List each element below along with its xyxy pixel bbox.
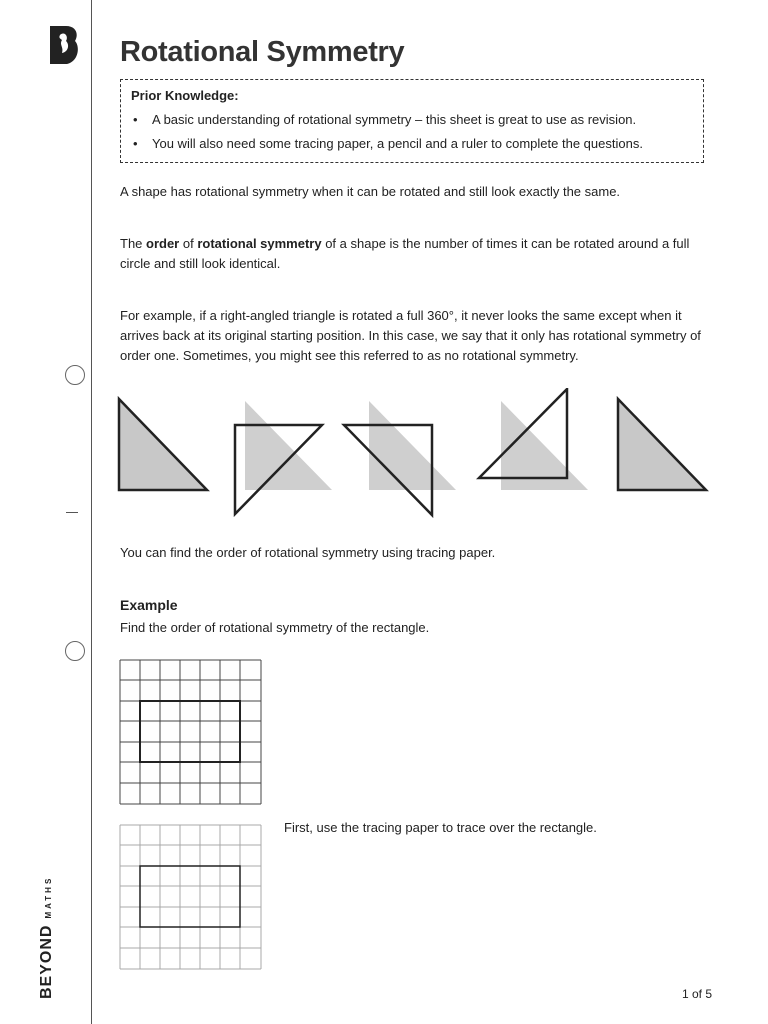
page-title: Rotational Symmetry bbox=[120, 36, 405, 68]
example-question: Find the order of rotational symmetry of the rectangle. bbox=[120, 620, 430, 635]
prior-item: • You will also need some tracing paper, a pencil and a ruler to complete the questions. bbox=[131, 136, 693, 151]
prior-knowledge-heading: Prior Knowledge: bbox=[131, 88, 239, 103]
prior-knowledge-box bbox=[120, 79, 704, 163]
order-text: of bbox=[179, 236, 198, 251]
prior-item: • A basic understanding of rotational symmetry – this sheet is great to use as revision. bbox=[131, 112, 693, 127]
margin-line bbox=[91, 0, 92, 1024]
brand-sub: MATHS bbox=[44, 875, 53, 919]
triangle-rotation-diagram bbox=[110, 388, 720, 523]
rectangle-shape bbox=[140, 701, 240, 762]
example-paragraph: For example, if a right-angled triangle is rotated a full 360°, it never looks the same except when it arrives back at its original starting position. In this case, we say that it only has rotational symmetry of order one. Sometimes, you might see this referred to as no rotational symmetry. bbox=[120, 308, 701, 363]
triangle-original bbox=[119, 399, 207, 490]
definition-paragraph: A shape has rotational symmetry when it can be rotated and still look exactly the same. bbox=[120, 184, 621, 199]
triangle-ghost-3 bbox=[501, 401, 588, 490]
tracing-grid bbox=[118, 823, 264, 971]
brand-name: BEYOND bbox=[38, 924, 55, 999]
traced-rectangle-shape bbox=[140, 866, 240, 927]
punch-hole-top bbox=[65, 365, 85, 385]
triangle-ghost-2 bbox=[369, 401, 456, 490]
triangle-final bbox=[618, 399, 706, 490]
rectangle-grid bbox=[118, 658, 264, 806]
tracing-paragraph: You can find the order of rotational symmetry using tracing paper. bbox=[120, 545, 496, 560]
triangle-ghost-1 bbox=[245, 401, 332, 490]
brand-vertical bbox=[38, 876, 56, 999]
fold-mark bbox=[66, 512, 78, 513]
order-text: of a shape is the number of times it can be rotated around a full circle and still look identical. bbox=[120, 236, 690, 271]
order-text: The bbox=[120, 236, 147, 251]
example-heading: Example bbox=[120, 597, 178, 613]
beyond-logo-icon bbox=[47, 25, 79, 65]
order-paragraph bbox=[120, 234, 708, 274]
punch-hole-bottom bbox=[65, 641, 85, 661]
order-bold: order bbox=[146, 236, 180, 251]
page-number: 1 of 5 bbox=[682, 987, 713, 1001]
step-one-caption: First, use the tracing paper to trace over the rectangle. bbox=[284, 820, 597, 835]
rotational-symmetry-bold: rotational symmetry bbox=[197, 236, 322, 251]
